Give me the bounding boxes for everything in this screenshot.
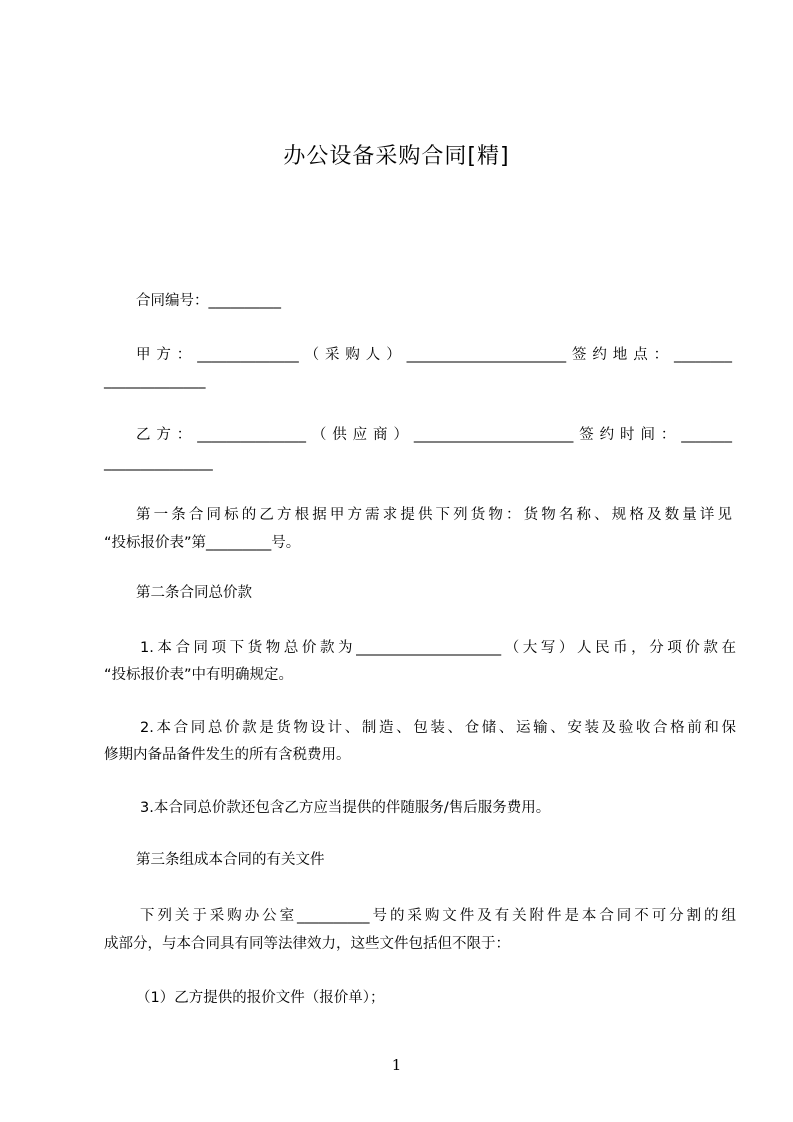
article-3-list-item-1: （1）乙方提供的报价文件（报价单）；: [136, 990, 385, 1006]
article-2-item-2-line-2: 修期内备品备件发生的所有含税费用。: [104, 747, 351, 763]
party-b-line-2: _______________: [104, 455, 213, 471]
article-2-item-1-line-1: 1.本合同项下货物总价款为____________________（大写）人民币，分项价款在: [140, 640, 736, 656]
contract-number-line: 合同编号：__________: [136, 293, 281, 309]
article-1-line-1: 第一条合同标的乙方根据甲方需求提供下列货物：货物名称、规格及数量详见: [136, 507, 732, 523]
document-title: 办公设备采购合同[精]: [283, 144, 510, 169]
article-2-heading: 第二条合同总价款: [136, 585, 252, 601]
party-a-line-1: 甲方：______________（采购人）______________________签约地点：________: [136, 347, 732, 363]
article-2-item-3: 3.本合同总价款还包含乙方应当提供的伴随服务/售后服务费用。: [140, 800, 551, 816]
article-3-line-1: 下列关于采购办公室__________号的采购文件及有关附件是本合同不可分割的组: [140, 908, 736, 924]
article-1-line-2: “投标报价表”第_________号。: [104, 535, 301, 551]
article-3-line-2: 成部分，与本合同具有同等法律效力，这些文件包括但不限于：: [104, 936, 510, 952]
article-2-item-2-line-1: 2.本合同总价款是货物设计、制造、包装、仓储、运输、安装及验收合格前和保: [140, 720, 736, 736]
page-number: 1: [391, 1056, 402, 1074]
party-a-line-2: ______________: [104, 373, 206, 389]
article-3-heading: 第三条组成本合同的有关文件: [136, 852, 325, 868]
article-2-item-1-line-2: “投标报价表”中有明确规定。: [104, 667, 294, 683]
party-b-line-1: 乙方：_______________（供应商）______________________签约时间：_______: [136, 427, 732, 443]
